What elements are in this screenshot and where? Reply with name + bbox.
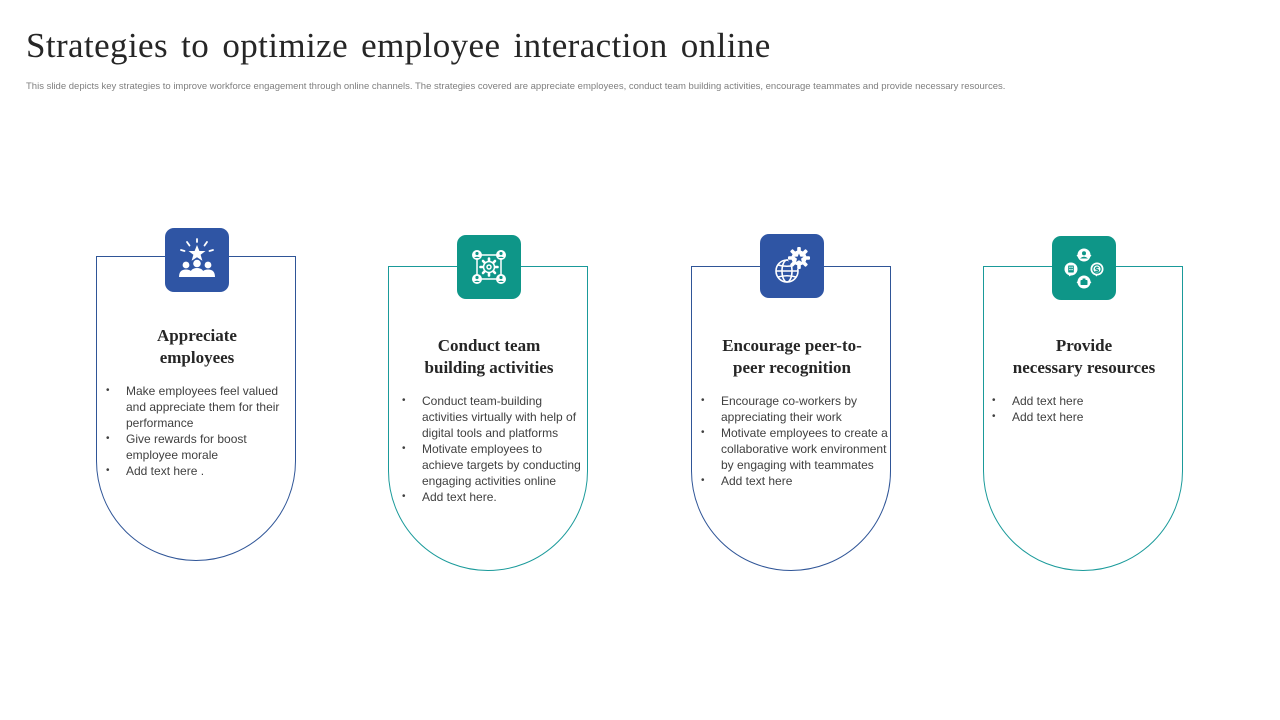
list-item: • Add text here — [701, 473, 889, 489]
network-gear-icon — [457, 235, 521, 299]
card-bullet-list — [106, 383, 288, 479]
star-team-icon — [165, 228, 229, 292]
card-bullet-list — [402, 393, 586, 505]
resources-cycle-icon — [1052, 236, 1116, 300]
list-item: • Motivate employees to create a collaborative work environment by engaging with teammates — [701, 425, 889, 473]
card-appreciate-employees — [96, 256, 296, 561]
card-bullet-list — [701, 393, 889, 489]
list-item: • Add text here — [992, 409, 1176, 425]
card-peer-recognition — [691, 266, 891, 571]
list-item: • Conduct team-building activities virtually with help of digital tools and platforms — [402, 393, 586, 441]
slide-subtitle: This slide depicts key strategies to improve workforce engagement through online channels. The strategies covered are appreciate employees, conduct team building activities, encourage teammates and provide necessary resources. — [26, 81, 1006, 92]
card-title: Appreciate employees — [157, 326, 237, 367]
list-item: • Add text here. — [402, 489, 586, 505]
list-item: • Make employees feel valued and appreciate them for their performance — [106, 383, 288, 431]
list-item: • Add text here — [992, 393, 1176, 409]
card-title: Conduct team building activities — [424, 336, 554, 377]
card-necessary-resources — [983, 266, 1183, 571]
globe-badge-icon — [760, 234, 824, 298]
card-team-building — [388, 266, 588, 571]
list-item: • Give rewards for boost employee morale — [106, 431, 288, 463]
list-item: • Add text here . — [106, 463, 288, 479]
slide-title: Strategies to optimize employee interaction online — [26, 26, 771, 65]
card-bullet-list — [992, 393, 1176, 425]
list-item: • Motivate employees to achieve targets by conducting engaging activities online — [402, 441, 586, 489]
list-item: • Encourage co-workers by appreciating their work — [701, 393, 889, 425]
card-title: Provide necessary resources — [1012, 336, 1156, 377]
card-title: Encourage peer-to- peer recognition — [722, 336, 862, 377]
svg-text:$: $ — [1094, 264, 1100, 274]
